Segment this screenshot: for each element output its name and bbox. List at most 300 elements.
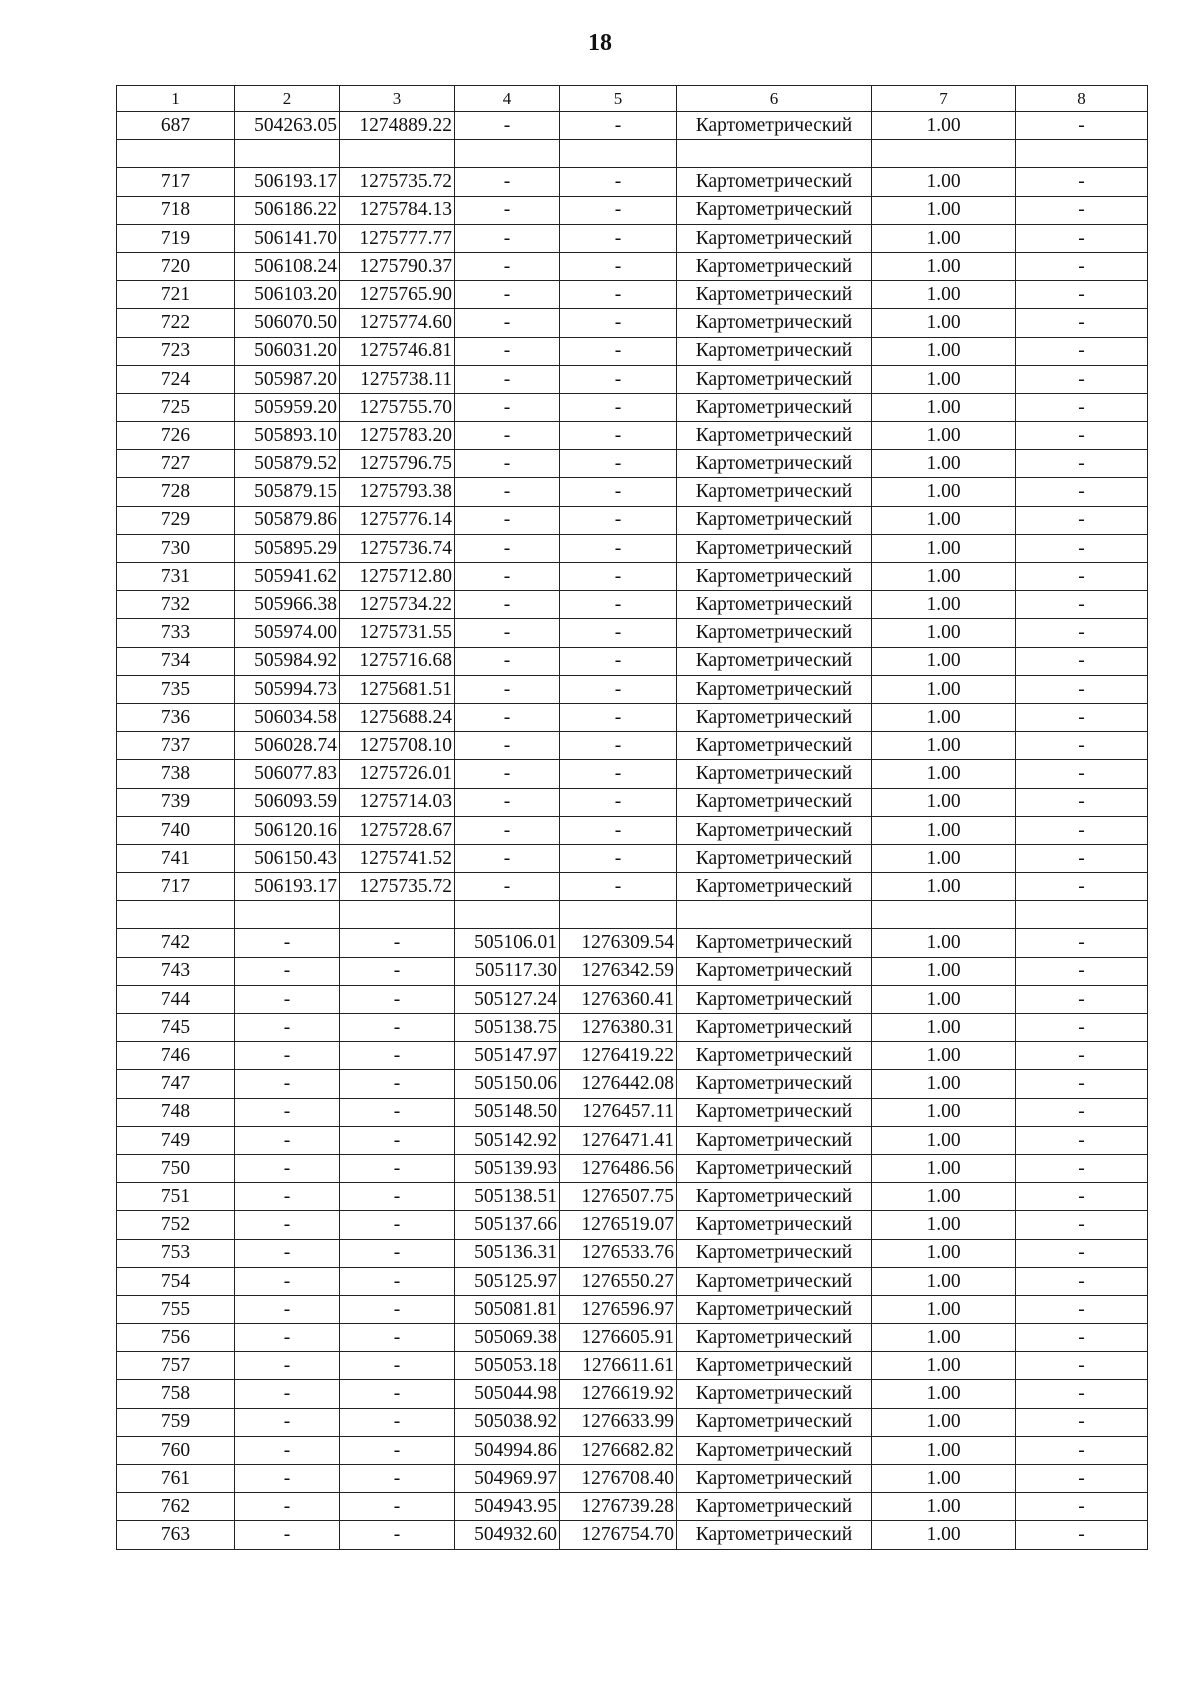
note-cell: -: [1016, 591, 1148, 619]
y-cell: -: [340, 1042, 455, 1070]
method-cell: Картометрический: [677, 196, 872, 224]
x-cell: 506108.24: [235, 252, 340, 280]
x-cell: 505893.10: [235, 422, 340, 450]
accuracy-cell: 1.00: [872, 929, 1016, 957]
x-new-cell: 504969.97: [455, 1465, 560, 1493]
y-new-cell: -: [560, 675, 677, 703]
y-cell: -: [340, 1295, 455, 1323]
accuracy-cell: 1.00: [872, 224, 1016, 252]
table-row: [117, 337, 1148, 365]
accuracy-cell: 1.00: [872, 309, 1016, 337]
accuracy-cell: 1.00: [872, 957, 1016, 985]
y-cell: -: [340, 1267, 455, 1295]
note-cell: -: [1016, 816, 1148, 844]
x-cell: 505966.38: [235, 591, 340, 619]
method-cell: Картометрический: [677, 619, 872, 647]
table-row: [117, 309, 1148, 337]
x-cell: -: [235, 1014, 340, 1042]
y-new-cell: 1276708.40: [560, 1465, 677, 1493]
note-cell: -: [1016, 732, 1148, 760]
x-cell: -: [235, 1042, 340, 1070]
y-new-cell: 1276309.54: [560, 929, 677, 957]
x-cell: 505974.00: [235, 619, 340, 647]
point-number-cell: 752: [117, 1211, 235, 1239]
note-cell: -: [1016, 450, 1148, 478]
y-new-cell: -: [560, 506, 677, 534]
x-new-cell: -: [455, 675, 560, 703]
x-new-cell: 505125.97: [455, 1267, 560, 1295]
method-cell: Картометрический: [677, 506, 872, 534]
point-number-cell: 722: [117, 309, 235, 337]
note-cell: -: [1016, 1098, 1148, 1126]
method-cell: Картометрический: [677, 1239, 872, 1267]
method-cell: Картометрический: [677, 112, 872, 140]
x-cell: -: [235, 1295, 340, 1323]
table-row: [117, 619, 1148, 647]
y-cell: -: [340, 1126, 455, 1154]
point-number-cell: 740: [117, 816, 235, 844]
x-cell: 506120.16: [235, 816, 340, 844]
y-new-cell: [560, 901, 677, 929]
note-cell: -: [1016, 647, 1148, 675]
x-new-cell: 505053.18: [455, 1352, 560, 1380]
accuracy-cell: 1.00: [872, 1126, 1016, 1154]
point-number-cell: 723: [117, 337, 235, 365]
x-new-cell: 505127.24: [455, 985, 560, 1013]
method-cell: Картометрический: [677, 1493, 872, 1521]
x-cell: -: [235, 1521, 340, 1549]
x-cell: 505895.29: [235, 534, 340, 562]
accuracy-cell: 1.00: [872, 534, 1016, 562]
table-row: [117, 703, 1148, 731]
note-cell: -: [1016, 1211, 1148, 1239]
y-new-cell: -: [560, 873, 677, 901]
accuracy-cell: 1.00: [872, 1154, 1016, 1182]
y-new-cell: -: [560, 281, 677, 309]
y-cell: 1275712.80: [340, 563, 455, 591]
note-cell: -: [1016, 1493, 1148, 1521]
table-row: [117, 760, 1148, 788]
method-cell: Картометрический: [677, 957, 872, 985]
y-new-cell: 1276682.82: [560, 1436, 677, 1464]
x-new-cell: -: [455, 393, 560, 421]
y-new-cell: -: [560, 816, 677, 844]
y-cell: 1275765.90: [340, 281, 455, 309]
x-cell: 506034.58: [235, 703, 340, 731]
point-number-cell: 717: [117, 168, 235, 196]
y-new-cell: -: [560, 844, 677, 872]
point-number-cell: 739: [117, 788, 235, 816]
x-new-cell: -: [455, 168, 560, 196]
accuracy-cell: 1.00: [872, 1408, 1016, 1436]
note-cell: -: [1016, 1267, 1148, 1295]
y-cell: -: [340, 1070, 455, 1098]
note-cell: -: [1016, 1380, 1148, 1408]
note-cell: [1016, 140, 1148, 168]
y-cell: 1275716.68: [340, 647, 455, 675]
y-cell: 1275793.38: [340, 478, 455, 506]
y-new-cell: 1276360.41: [560, 985, 677, 1013]
note-cell: -: [1016, 1324, 1148, 1352]
x-new-cell: -: [455, 112, 560, 140]
y-cell: 1275790.37: [340, 252, 455, 280]
point-number-cell: 734: [117, 647, 235, 675]
x-cell: -: [235, 1436, 340, 1464]
x-new-cell: 505150.06: [455, 1070, 560, 1098]
accuracy-cell: 1.00: [872, 1211, 1016, 1239]
point-number-cell: 727: [117, 450, 235, 478]
note-cell: -: [1016, 1239, 1148, 1267]
y-new-cell: 1276611.61: [560, 1352, 677, 1380]
y-new-cell: 1276605.91: [560, 1324, 677, 1352]
y-new-cell: -: [560, 309, 677, 337]
x-cell: -: [235, 1239, 340, 1267]
note-cell: -: [1016, 1295, 1148, 1323]
y-cell: 1275738.11: [340, 365, 455, 393]
x-cell: 505941.62: [235, 563, 340, 591]
method-cell: Картометрический: [677, 450, 872, 478]
x-cell: -: [235, 957, 340, 985]
table-row: [117, 563, 1148, 591]
method-cell: Картометрический: [677, 1295, 872, 1323]
table-row: [117, 478, 1148, 506]
x-cell: 506031.20: [235, 337, 340, 365]
x-new-cell: -: [455, 196, 560, 224]
y-new-cell: -: [560, 478, 677, 506]
table-row: [117, 1014, 1148, 1042]
y-cell: 1275777.77: [340, 224, 455, 252]
x-cell: 504263.05: [235, 112, 340, 140]
accuracy-cell: 1.00: [872, 1521, 1016, 1549]
x-new-cell: -: [455, 224, 560, 252]
method-cell: Картометрический: [677, 309, 872, 337]
y-cell: -: [340, 1014, 455, 1042]
point-number-cell: 744: [117, 985, 235, 1013]
x-cell: 505994.73: [235, 675, 340, 703]
y-new-cell: -: [560, 168, 677, 196]
y-cell: -: [340, 1324, 455, 1352]
point-number-cell: 735: [117, 675, 235, 703]
note-cell: -: [1016, 957, 1148, 985]
x-new-cell: 504932.60: [455, 1521, 560, 1549]
x-new-cell: 505138.51: [455, 1183, 560, 1211]
x-cell: -: [235, 1352, 340, 1380]
y-new-cell: 1276380.31: [560, 1014, 677, 1042]
x-cell: -: [235, 1070, 340, 1098]
y-cell: 1275728.67: [340, 816, 455, 844]
y-new-cell: 1276486.56: [560, 1154, 677, 1182]
x-cell: 506150.43: [235, 844, 340, 872]
y-new-cell: -: [560, 450, 677, 478]
method-cell: Картометрический: [677, 281, 872, 309]
y-cell: -: [340, 1183, 455, 1211]
table-row: [117, 1408, 1148, 1436]
y-new-cell: 1276739.28: [560, 1493, 677, 1521]
method-cell: Картометрический: [677, 788, 872, 816]
y-new-cell: -: [560, 591, 677, 619]
y-cell: 1275776.14: [340, 506, 455, 534]
y-cell: [340, 140, 455, 168]
x-new-cell: 505069.38: [455, 1324, 560, 1352]
note-cell: [1016, 901, 1148, 929]
table-row: [117, 140, 1148, 168]
table-row: [117, 1098, 1148, 1126]
point-number-cell: 730: [117, 534, 235, 562]
x-new-cell: 505136.31: [455, 1239, 560, 1267]
x-new-cell: -: [455, 337, 560, 365]
method-cell: Картометрический: [677, 816, 872, 844]
accuracy-cell: 1.00: [872, 196, 1016, 224]
accuracy-cell: 1.00: [872, 703, 1016, 731]
point-number-cell: 763: [117, 1521, 235, 1549]
point-number-cell: 718: [117, 196, 235, 224]
method-cell: Картометрический: [677, 760, 872, 788]
method-cell: Картометрический: [677, 1436, 872, 1464]
x-new-cell: [455, 901, 560, 929]
method-cell: Картометрический: [677, 1267, 872, 1295]
note-cell: -: [1016, 224, 1148, 252]
y-new-cell: 1276519.07: [560, 1211, 677, 1239]
x-new-cell: -: [455, 873, 560, 901]
x-new-cell: -: [455, 365, 560, 393]
accuracy-cell: 1.00: [872, 816, 1016, 844]
column-header: 2: [235, 86, 340, 112]
accuracy-cell: 1.00: [872, 873, 1016, 901]
point-number-cell: 746: [117, 1042, 235, 1070]
point-number-cell: 750: [117, 1154, 235, 1182]
y-cell: 1275688.24: [340, 703, 455, 731]
y-new-cell: 1276619.92: [560, 1380, 677, 1408]
table-row: [117, 985, 1148, 1013]
y-new-cell: -: [560, 534, 677, 562]
y-new-cell: -: [560, 647, 677, 675]
table-row: [117, 591, 1148, 619]
note-cell: -: [1016, 252, 1148, 280]
x-cell: -: [235, 1183, 340, 1211]
table-row: [117, 1183, 1148, 1211]
note-cell: -: [1016, 478, 1148, 506]
y-cell: -: [340, 1380, 455, 1408]
x-cell: -: [235, 985, 340, 1013]
table-row: [117, 816, 1148, 844]
point-number-cell: 755: [117, 1295, 235, 1323]
note-cell: -: [1016, 788, 1148, 816]
table-row: [117, 957, 1148, 985]
accuracy-cell: 1.00: [872, 1239, 1016, 1267]
y-cell: -: [340, 1239, 455, 1267]
method-cell: Картометрический: [677, 563, 872, 591]
x-cell: -: [235, 1408, 340, 1436]
table-row: [117, 647, 1148, 675]
table-row: [117, 1042, 1148, 1070]
note-cell: -: [1016, 1408, 1148, 1436]
accuracy-cell: [872, 140, 1016, 168]
accuracy-cell: 1.00: [872, 450, 1016, 478]
x-new-cell: -: [455, 563, 560, 591]
point-number-cell: 732: [117, 591, 235, 619]
accuracy-cell: 1.00: [872, 788, 1016, 816]
note-cell: -: [1016, 337, 1148, 365]
y-cell: 1275735.72: [340, 873, 455, 901]
point-number-cell: 743: [117, 957, 235, 985]
y-cell: -: [340, 1154, 455, 1182]
table-row: [117, 1267, 1148, 1295]
method-cell: Картометрический: [677, 732, 872, 760]
method-cell: Картометрический: [677, 675, 872, 703]
note-cell: -: [1016, 281, 1148, 309]
table-row: [117, 1380, 1148, 1408]
table-row: [117, 252, 1148, 280]
x-new-cell: -: [455, 478, 560, 506]
x-new-cell: -: [455, 703, 560, 731]
y-cell: 1275741.52: [340, 844, 455, 872]
y-cell: 1275708.10: [340, 732, 455, 760]
method-cell: Картометрический: [677, 873, 872, 901]
x-cell: 506193.17: [235, 168, 340, 196]
y-cell: [340, 901, 455, 929]
method-cell: Картометрический: [677, 365, 872, 393]
x-cell: -: [235, 1267, 340, 1295]
x-cell: 506141.70: [235, 224, 340, 252]
method-cell: Картометрический: [677, 647, 872, 675]
y-cell: -: [340, 1521, 455, 1549]
x-new-cell: 504943.95: [455, 1493, 560, 1521]
accuracy-cell: 1.00: [872, 112, 1016, 140]
y-cell: -: [340, 929, 455, 957]
method-cell: Картометрический: [677, 1380, 872, 1408]
accuracy-cell: 1.00: [872, 760, 1016, 788]
table-row: [117, 1521, 1148, 1549]
x-new-cell: -: [455, 788, 560, 816]
x-new-cell: 505142.92: [455, 1126, 560, 1154]
x-cell: -: [235, 1380, 340, 1408]
y-new-cell: -: [560, 393, 677, 421]
y-new-cell: -: [560, 252, 677, 280]
table-row: [117, 1352, 1148, 1380]
column-header: 6: [677, 86, 872, 112]
note-cell: -: [1016, 196, 1148, 224]
x-new-cell: 505138.75: [455, 1014, 560, 1042]
y-cell: 1275796.75: [340, 450, 455, 478]
table-row: [117, 168, 1148, 196]
table-row: [117, 450, 1148, 478]
x-new-cell: -: [455, 760, 560, 788]
point-number-cell: 762: [117, 1493, 235, 1521]
y-cell: -: [340, 985, 455, 1013]
note-cell: -: [1016, 1126, 1148, 1154]
y-new-cell: -: [560, 788, 677, 816]
y-cell: 1275734.22: [340, 591, 455, 619]
x-new-cell: -: [455, 422, 560, 450]
table-row: [117, 1070, 1148, 1098]
accuracy-cell: 1.00: [872, 1098, 1016, 1126]
note-cell: -: [1016, 1465, 1148, 1493]
point-number-cell: 749: [117, 1126, 235, 1154]
column-header: 8: [1016, 86, 1148, 112]
accuracy-cell: 1.00: [872, 393, 1016, 421]
x-cell: 506028.74: [235, 732, 340, 760]
point-number-cell: 729: [117, 506, 235, 534]
y-cell: 1275681.51: [340, 675, 455, 703]
point-number-cell: 761: [117, 1465, 235, 1493]
note-cell: -: [1016, 534, 1148, 562]
x-cell: -: [235, 1493, 340, 1521]
accuracy-cell: 1.00: [872, 1014, 1016, 1042]
method-cell: Картометрический: [677, 1154, 872, 1182]
x-cell: [235, 140, 340, 168]
note-cell: -: [1016, 393, 1148, 421]
x-cell: 505879.15: [235, 478, 340, 506]
x-cell: 505879.52: [235, 450, 340, 478]
accuracy-cell: 1.00: [872, 506, 1016, 534]
table-row: [117, 112, 1148, 140]
y-new-cell: 1276533.76: [560, 1239, 677, 1267]
y-new-cell: -: [560, 224, 677, 252]
y-cell: 1275783.20: [340, 422, 455, 450]
accuracy-cell: [872, 901, 1016, 929]
x-new-cell: 505139.93: [455, 1154, 560, 1182]
method-cell: Картометрический: [677, 1324, 872, 1352]
accuracy-cell: 1.00: [872, 844, 1016, 872]
x-new-cell: [455, 140, 560, 168]
x-cell: [235, 901, 340, 929]
point-number-cell: 724: [117, 365, 235, 393]
method-cell: Картометрический: [677, 1465, 872, 1493]
method-cell: Картометрический: [677, 929, 872, 957]
method-cell: Картометрический: [677, 985, 872, 1013]
table-row: [117, 365, 1148, 393]
x-new-cell: -: [455, 591, 560, 619]
y-new-cell: -: [560, 563, 677, 591]
accuracy-cell: 1.00: [872, 1324, 1016, 1352]
note-cell: -: [1016, 675, 1148, 703]
x-new-cell: 505038.92: [455, 1408, 560, 1436]
table-row: [117, 1324, 1148, 1352]
x-cell: 505987.20: [235, 365, 340, 393]
x-new-cell: -: [455, 309, 560, 337]
table-body: [117, 86, 1148, 1550]
note-cell: -: [1016, 563, 1148, 591]
accuracy-cell: 1.00: [872, 1042, 1016, 1070]
y-new-cell: 1276419.22: [560, 1042, 677, 1070]
y-cell: 1275746.81: [340, 337, 455, 365]
x-new-cell: -: [455, 816, 560, 844]
table-row: [117, 393, 1148, 421]
y-cell: 1275735.72: [340, 168, 455, 196]
x-new-cell: 505081.81: [455, 1295, 560, 1323]
table-row: [117, 534, 1148, 562]
accuracy-cell: 1.00: [872, 1183, 1016, 1211]
point-number-cell: 758: [117, 1380, 235, 1408]
table-row: [117, 732, 1148, 760]
x-cell: 505984.92: [235, 647, 340, 675]
y-cell: -: [340, 1493, 455, 1521]
y-cell: -: [340, 1352, 455, 1380]
point-number-cell: 756: [117, 1324, 235, 1352]
method-cell: [677, 140, 872, 168]
y-new-cell: -: [560, 619, 677, 647]
note-cell: -: [1016, 1352, 1148, 1380]
x-cell: -: [235, 1465, 340, 1493]
point-number-cell: 738: [117, 760, 235, 788]
note-cell: -: [1016, 1154, 1148, 1182]
method-cell: Картометрический: [677, 337, 872, 365]
y-cell: -: [340, 1436, 455, 1464]
point-number-cell: 757: [117, 1352, 235, 1380]
method-cell: Картометрический: [677, 168, 872, 196]
method-cell: Картометрический: [677, 1211, 872, 1239]
y-new-cell: 1276342.59: [560, 957, 677, 985]
